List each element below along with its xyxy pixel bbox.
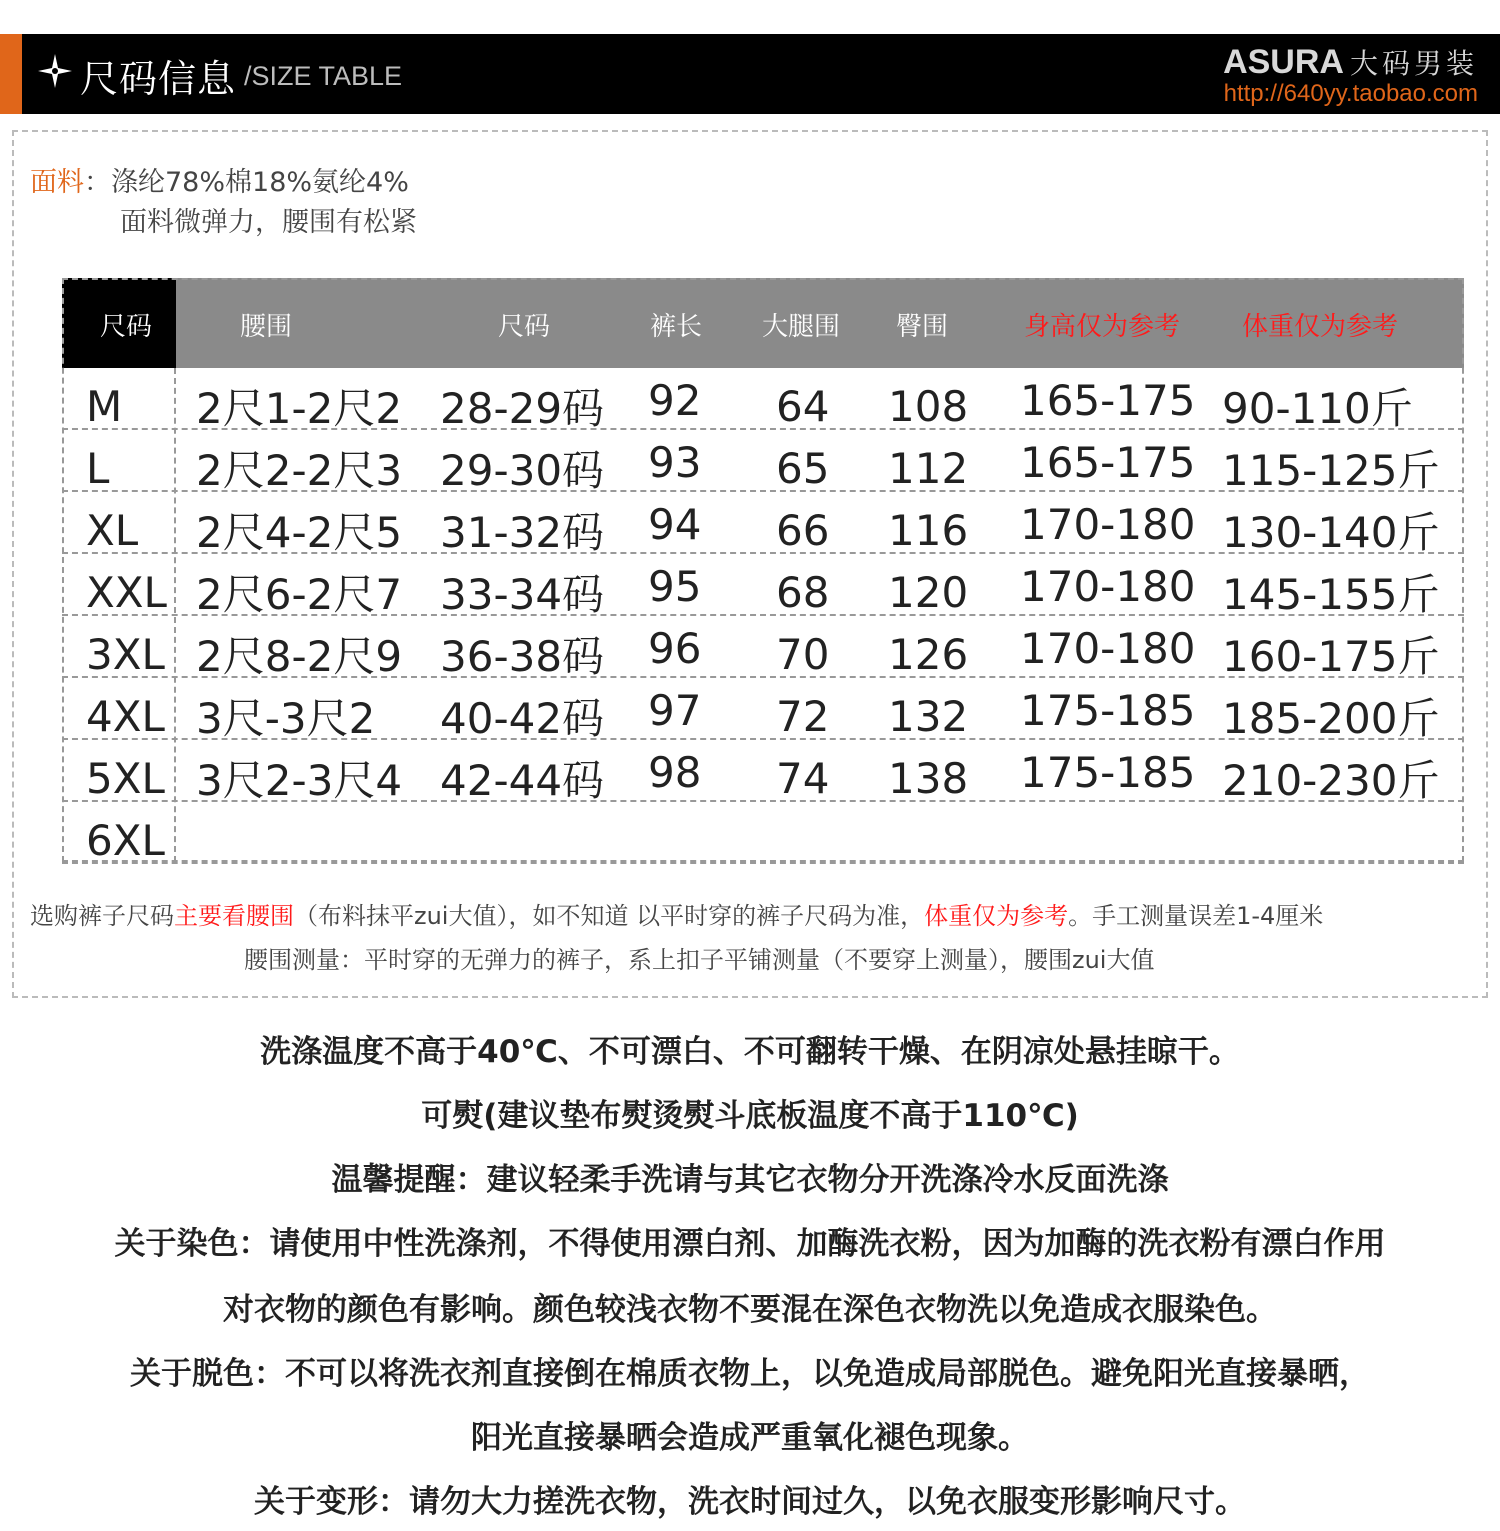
cell-hip: 108 — [888, 382, 969, 431]
cell-length: 98 — [648, 748, 702, 797]
care-line-1: 洗涤温度不高于40℃、不可漂白、不可翻转干燥、在阴凉处悬挂晾干。 — [260, 1034, 1240, 1070]
cell-hip: 116 — [888, 506, 969, 555]
cell-waist: 3尺2-3尺4 — [196, 756, 403, 805]
table-row — [62, 368, 1464, 433]
cell-size: 4XL — [86, 692, 165, 741]
th-length: 裤长 — [650, 312, 703, 342]
table-row — [62, 678, 1464, 743]
cell-size: L — [86, 444, 110, 493]
cell-thigh: 68 — [776, 568, 830, 617]
cell-weight: 115-125斤 — [1222, 446, 1440, 495]
brand-name: ASURA — [1223, 43, 1344, 81]
cell-height: 165-175 — [1020, 376, 1196, 425]
cell-weight: 185-200斤 — [1222, 694, 1440, 743]
care-line-7: 阳光直接暴晒会造成严重氧化褪色现象。 — [471, 1420, 1029, 1456]
cell-waist: 3尺-3尺2 — [196, 694, 376, 743]
cell-hip: 112 — [888, 444, 969, 493]
cell-weight: 90-110斤 — [1222, 384, 1413, 433]
care-line-6: 关于脱色：不可以将洗衣剂直接倒在棉质衣物上，以免造成局部脱色。避免阳光直接暴晒， — [130, 1356, 1370, 1392]
th-code: 尺码 — [498, 312, 551, 342]
note-text-b: （布料抹平zui大值），如不知道 以平时穿的裤子尺码为准， — [294, 902, 925, 930]
cell-size: M — [86, 382, 123, 431]
note-highlight-waist: 主要看腰围 — [174, 902, 294, 930]
cell-thigh: 72 — [776, 692, 830, 741]
cell-height: 170-180 — [1020, 562, 1196, 611]
note-text-c: 。手工测量误差1-4厘米 — [1068, 902, 1324, 930]
th-hip: 臀围 — [896, 312, 949, 342]
cell-length: 97 — [648, 686, 702, 735]
care-line-2: 可熨(建议垫布熨烫熨斗底板温度不高于110℃) — [421, 1098, 1079, 1134]
table-row — [62, 554, 1464, 619]
cell-code: 29-30码 — [440, 446, 605, 495]
cell-size: 3XL — [86, 630, 165, 679]
brand-logo — [1223, 42, 1478, 82]
four-point-star-icon — [38, 54, 72, 88]
th-thigh: 大腿围 — [762, 312, 841, 342]
th-weight: 体重仅为参考 — [1242, 312, 1399, 342]
cell-thigh: 64 — [776, 382, 830, 431]
page-title: 尺码信息 — [80, 57, 237, 101]
cell-size: 5XL — [86, 754, 165, 803]
table-row — [62, 740, 1464, 805]
cell-code: 36-38码 — [440, 632, 605, 681]
cell-waist: 2尺4-2尺5 — [196, 508, 403, 557]
header-accent-stripe — [0, 34, 22, 114]
fabric-note: 面料微弹力，腰围有松紧 — [120, 207, 417, 238]
cell-size: XXL — [86, 568, 167, 617]
cell-code: 42-44码 — [440, 756, 605, 805]
cell-waist: 2尺6-2尺7 — [196, 570, 403, 619]
th-size: 尺码 — [100, 312, 153, 342]
cell-length: 92 — [648, 376, 702, 425]
cell-weight: 130-140斤 — [1222, 508, 1440, 557]
waist-measure-note: 腰围测量：平时穿的无弹力的裤子，系上扣子平铺测量（不要穿上测量），腰围zui大值 — [244, 946, 1155, 974]
cell-length: 93 — [648, 438, 702, 487]
cell-code: 31-32码 — [440, 508, 605, 557]
table-row — [62, 616, 1464, 681]
header-bar — [0, 34, 1500, 114]
fabric-composition-text: ：涤纶78%棉18%氨纶4% — [84, 167, 409, 198]
cell-height: 165-175 — [1020, 438, 1196, 487]
cell-weight: 160-175斤 — [1222, 632, 1440, 681]
cell-thigh: 65 — [776, 444, 830, 493]
page-subtitle: /SIZE TABLE — [244, 61, 403, 91]
cell-hip: 132 — [888, 692, 969, 741]
cell-size: XL — [86, 506, 139, 555]
brand-cn-name: 大码男装 — [1349, 48, 1478, 79]
cell-waist: 2尺8-2尺9 — [196, 632, 403, 681]
cell-hip: 138 — [888, 754, 969, 803]
cell-thigh: 66 — [776, 506, 830, 555]
cell-weight: 210-230斤 — [1222, 756, 1440, 805]
fabric-composition — [30, 160, 409, 199]
cell-thigh: 70 — [776, 630, 830, 679]
cell-length: 94 — [648, 500, 702, 549]
care-line-5: 对衣物的颜色有影响。颜色较浅衣物不要混在深色衣物洗以免造成衣服染色。 — [223, 1292, 1277, 1328]
care-line-3: 温馨提醒：建议轻柔手洗请与其它衣物分开洗涤冷水反面洗涤 — [331, 1162, 1169, 1198]
table-row — [62, 802, 1464, 864]
cell-hip: 120 — [888, 568, 969, 617]
cell-waist: 2尺2-2尺3 — [196, 446, 403, 495]
note-highlight-weight: 体重仅为参考 — [924, 902, 1069, 930]
cell-hip: 126 — [888, 630, 969, 679]
cell-weight: 145-155斤 — [1222, 570, 1440, 619]
th-height: 身高仅为参考 — [1024, 312, 1181, 342]
size-selection-note — [30, 896, 1323, 931]
cell-height: 175-185 — [1020, 748, 1196, 797]
table-row — [62, 492, 1464, 557]
care-line-4: 关于染色：请使用中性洗涤剂，不得使用漂白剂、加酶洗衣粉，因为加酶的洗衣粉有漂白作用 — [114, 1226, 1386, 1262]
cell-waist: 2尺1-2尺2 — [196, 384, 403, 433]
cell-length: 96 — [648, 624, 702, 673]
cell-height: 175-185 — [1020, 686, 1196, 735]
cell-length: 95 — [648, 562, 702, 611]
cell-code: 40-42码 — [440, 694, 605, 743]
note-text-a: 选购裤子尺码 — [30, 902, 174, 930]
cell-thigh: 74 — [776, 754, 830, 803]
cell-code: 33-34码 — [440, 570, 605, 619]
cell-size: 6XL — [86, 816, 165, 865]
fabric-label: 面料 — [30, 167, 84, 198]
th-waist: 腰围 — [240, 312, 293, 342]
cell-height: 170-180 — [1020, 500, 1196, 549]
cell-height: 170-180 — [1020, 624, 1196, 673]
shop-url[interactable]: http://640yy.taobao.com — [1223, 80, 1478, 107]
care-line-8: 关于变形：请勿大力搓洗衣物，洗衣时间过久，以免衣服变形影响尺寸。 — [254, 1484, 1246, 1520]
cell-code: 28-29码 — [440, 384, 605, 433]
table-row — [62, 430, 1464, 495]
